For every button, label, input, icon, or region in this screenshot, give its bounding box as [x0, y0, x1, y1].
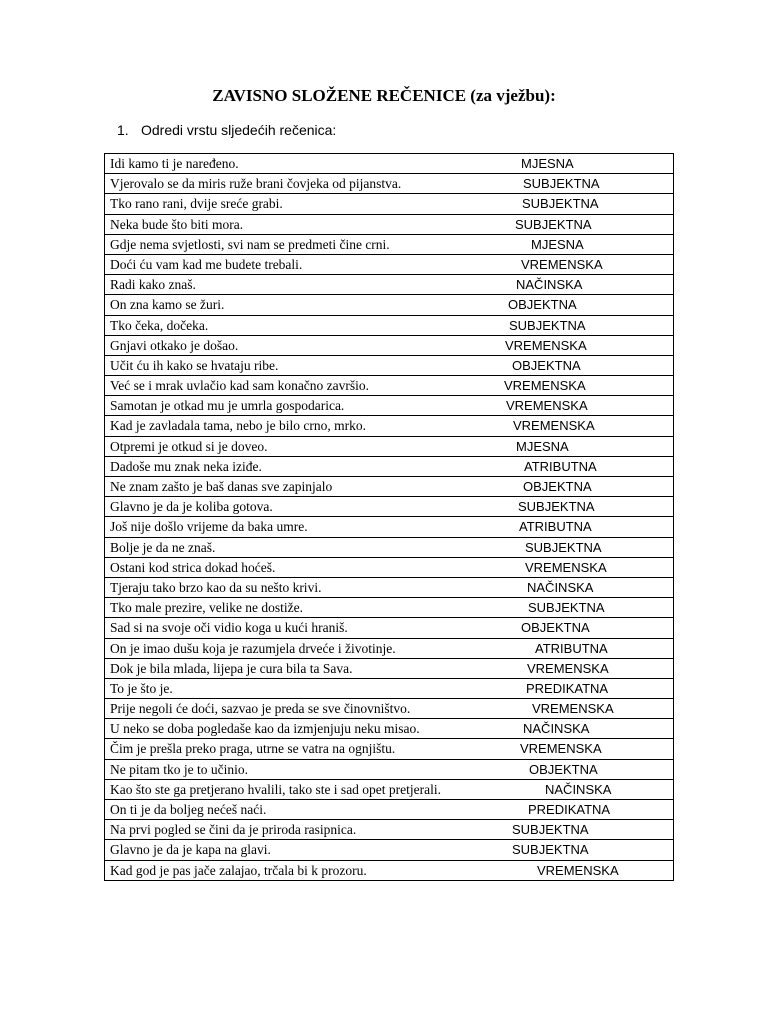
- clause-type-label: NAČINSKA: [545, 781, 612, 797]
- sentence-text: Ne znam zašto je baš danas sve zapinjalo: [110, 479, 333, 494]
- table-row: [105, 315, 674, 335]
- clause-type-label: SUBJEKTNA: [515, 216, 592, 232]
- sentence-cell: [105, 335, 674, 355]
- table-row: [105, 254, 674, 274]
- sentence-cell: [105, 719, 674, 739]
- clause-type-label: ATRIBUTNA: [535, 640, 608, 656]
- clause-type-label: VREMENSKA: [506, 398, 588, 414]
- table-row: [105, 355, 674, 375]
- clause-type-label: SUBJEKTNA: [528, 600, 605, 616]
- sentence-text: Ne pitam tko je to učinio.: [110, 761, 248, 777]
- sentence-text: Doći ću vam kad me budete trebali.: [110, 256, 303, 272]
- clause-type-label: OBJEKTNA: [521, 620, 590, 636]
- sentence-text: Idi kamo ti je naređeno.: [110, 156, 239, 171]
- clause-type-label: PREDIKATNA: [526, 680, 609, 696]
- table-row: [105, 719, 674, 739]
- clause-type-label: OBJEKTNA: [512, 357, 581, 373]
- sentence-cell: [105, 436, 674, 456]
- sentences-table: [104, 153, 674, 881]
- sentence-text: Već se i mrak uvlačio kad sam konačno završio.: [110, 378, 370, 394]
- clause-type-label: MJESNA: [531, 236, 584, 252]
- sentence-text: Sad si na svoje oči vidio koga u kući hraniš.: [110, 620, 348, 636]
- clause-type-label: SUBJEKTNA: [512, 842, 589, 858]
- sentence-cell: [105, 275, 674, 295]
- clause-type-label: VREMENSKA: [527, 660, 609, 676]
- table-row: [105, 234, 674, 254]
- sentence-cell: [105, 254, 674, 274]
- sentence-cell: [105, 517, 674, 537]
- sentence-cell: [105, 598, 674, 618]
- sentence-text: Neka bude što biti mora.: [110, 216, 244, 232]
- sentence-cell: [105, 396, 674, 416]
- sentence-text: Još nije došlo vrijeme da baka umre.: [110, 519, 308, 535]
- table-row: [105, 699, 674, 719]
- sentence-text: Kao što ste ga pretjerano hvalili, tako ste i sad opet pretjerali.: [110, 781, 442, 797]
- sentence-text: Tjeraju tako brzo kao da su nešto krivi.: [110, 579, 322, 595]
- sentence-cell: [105, 477, 674, 497]
- sentence-text: Vjerovalo se da miris ruže brani čovjeka od pijanstva.: [110, 176, 402, 192]
- sentence-cell: [105, 759, 674, 779]
- sentence-text: Čim je prešla preko praga, utrne se vatra na ognjištu.: [110, 741, 396, 757]
- sentence-text: Bolje je da ne znaš.: [110, 539, 216, 555]
- document-title: ZAVISNO SLOŽENE REČENICE (za vježbu):: [212, 86, 556, 105]
- sentence-text: On je imao dušu koja je razumjela drveće i životinje.: [110, 640, 396, 656]
- sentence-cell: [105, 840, 674, 860]
- clause-type-label: SUBJEKTNA: [518, 499, 595, 515]
- instruction-text: Odredi vrstu sljedećih rečenica:: [141, 122, 337, 138]
- sentence-cell: [105, 658, 674, 678]
- table-row: [105, 800, 674, 820]
- sentence-cell: [105, 860, 674, 880]
- sentence-cell: [105, 537, 674, 557]
- sentence-cell: [105, 194, 674, 214]
- sentence-text: Tko rano rani, dvije sreće grabi.: [110, 196, 283, 212]
- clause-type-label: VREMENSKA: [532, 701, 614, 717]
- sentence-text: Kad god je pas jače zalajao, trčala bi k prozoru.: [110, 862, 367, 878]
- sentence-text: Otpremi je otkud si je doveo.: [110, 438, 268, 454]
- sentence-text: Tko male prezire, velike ne dostiže.: [110, 600, 304, 616]
- sentence-text: Prije negoli će doći, sazvao je preda se sve činovništvo.: [110, 701, 411, 717]
- table-row: [105, 678, 674, 698]
- table-row: [105, 820, 674, 840]
- instruction: [117, 122, 337, 138]
- table-row: [105, 376, 674, 396]
- sentence-text: U neko se doba pogledaše kao da izmjenjuju neku misao.: [110, 721, 420, 737]
- table-row: [105, 174, 674, 194]
- clause-type-label: SUBJEKTNA: [512, 822, 589, 838]
- table-row: [105, 214, 674, 234]
- table-row: [105, 275, 674, 295]
- sentence-text: To je što je.: [110, 680, 173, 696]
- clause-type-label: SUBJEKTNA: [525, 539, 602, 555]
- clause-type-label: VREMENSKA: [525, 559, 607, 575]
- sentence-cell: [105, 800, 674, 820]
- sentence-cell: [105, 214, 674, 234]
- instruction-number: 1.: [117, 122, 129, 138]
- clause-type-label: MJESNA: [521, 156, 574, 171]
- table-row: [105, 497, 674, 517]
- sentence-text: Učit ću ih kako se hvataju ribe.: [110, 357, 279, 373]
- sentence-cell: [105, 416, 674, 436]
- sentence-text: Gdje nema svjetlosti, svi nam se predmeti čine crni.: [110, 236, 390, 252]
- clause-type-label: OBJEKTNA: [529, 761, 598, 777]
- sentence-text: Na prvi pogled se čini da je priroda rasipnica.: [110, 822, 357, 838]
- clause-type-label: VREMENSKA: [537, 862, 619, 878]
- clause-type-label: VREMENSKA: [513, 418, 595, 434]
- sentence-text: On zna kamo se žuri.: [110, 297, 225, 313]
- sentences-table-body: [105, 154, 674, 881]
- table-row: [105, 557, 674, 577]
- sentence-cell: [105, 779, 674, 799]
- sentence-cell: [105, 577, 674, 597]
- sentence-cell: [105, 456, 674, 476]
- clause-type-label: VREMENSKA: [520, 741, 602, 757]
- sentence-text: Samotan je otkad mu je umrla gospodarica.: [110, 398, 345, 414]
- sentence-text: Glavno je da je kapa na glavi.: [110, 842, 271, 858]
- clause-type-label: VREMENSKA: [505, 337, 587, 353]
- sentence-cell: [105, 234, 674, 254]
- clause-type-label: MJESNA: [516, 438, 569, 454]
- table-row: [105, 759, 674, 779]
- table-row: [105, 860, 674, 880]
- table-row: [105, 577, 674, 597]
- table-row: [105, 456, 674, 476]
- table-row: [105, 194, 674, 214]
- sentence-text: Kad je zavladala tama, nebo je bilo crno, mrko.: [110, 418, 367, 434]
- sentence-text: Radi kako znaš.: [110, 277, 196, 293]
- sentence-cell: [105, 497, 674, 517]
- table-row: [105, 638, 674, 658]
- table-row: [105, 517, 674, 537]
- sentence-text: Dok je bila mlada, lijepa je cura bila ta Sava.: [110, 660, 353, 676]
- sentence-text: Dadoše mu znak neka iziđe.: [110, 458, 262, 474]
- sentence-cell: [105, 154, 674, 174]
- clause-type-label: OBJEKTNA: [508, 297, 577, 313]
- sentence-text: Glavno je da je koliba gotova.: [110, 499, 273, 515]
- table-row: [105, 416, 674, 436]
- table-row: [105, 335, 674, 355]
- table-row: [105, 598, 674, 618]
- clause-type-label: VREMENSKA: [504, 378, 586, 394]
- sentence-cell: [105, 376, 674, 396]
- clause-type-label: NAČINSKA: [523, 721, 590, 737]
- clause-type-label: VREMENSKA: [521, 256, 603, 272]
- table-row: [105, 658, 674, 678]
- sentence-cell: [105, 678, 674, 698]
- sentence-cell: [105, 295, 674, 315]
- table-row: [105, 779, 674, 799]
- clause-type-label: OBJEKTNA: [523, 479, 592, 494]
- clause-type-label: PREDIKATNA: [528, 802, 611, 817]
- table-row: [105, 436, 674, 456]
- clause-type-label: SUBJEKTNA: [523, 176, 600, 192]
- table-row: [105, 477, 674, 497]
- table-row: [105, 537, 674, 557]
- sentence-cell: [105, 315, 674, 335]
- clause-type-label: SUBJEKTNA: [522, 196, 599, 212]
- table-row: [105, 739, 674, 759]
- sentence-cell: [105, 174, 674, 194]
- sentence-text: Tko čeka, dočeka.: [110, 317, 209, 333]
- sentence-cell: [105, 618, 674, 638]
- sentence-cell: [105, 699, 674, 719]
- table-row: [105, 840, 674, 860]
- sentence-text: Ostani kod strica dokad hoćeš.: [110, 559, 276, 575]
- table-row: [105, 295, 674, 315]
- sentence-cell: [105, 557, 674, 577]
- sentence-cell: [105, 355, 674, 375]
- table-row: [105, 396, 674, 416]
- clause-type-label: ATRIBUTNA: [519, 519, 592, 535]
- clause-type-label: NAČINSKA: [516, 277, 583, 293]
- sentence-cell: [105, 739, 674, 759]
- sentence-cell: [105, 820, 674, 840]
- sentence-cell: [105, 638, 674, 658]
- clause-type-label: SUBJEKTNA: [509, 317, 586, 333]
- table-row: [105, 618, 674, 638]
- sentence-text: Gnjavi otkako je došao.: [110, 337, 239, 353]
- table-row: [105, 154, 674, 174]
- clause-type-label: NAČINSKA: [527, 579, 594, 595]
- clause-type-label: ATRIBUTNA: [524, 458, 597, 474]
- sentence-text: On ti je da boljeg nećeš naći.: [110, 802, 267, 817]
